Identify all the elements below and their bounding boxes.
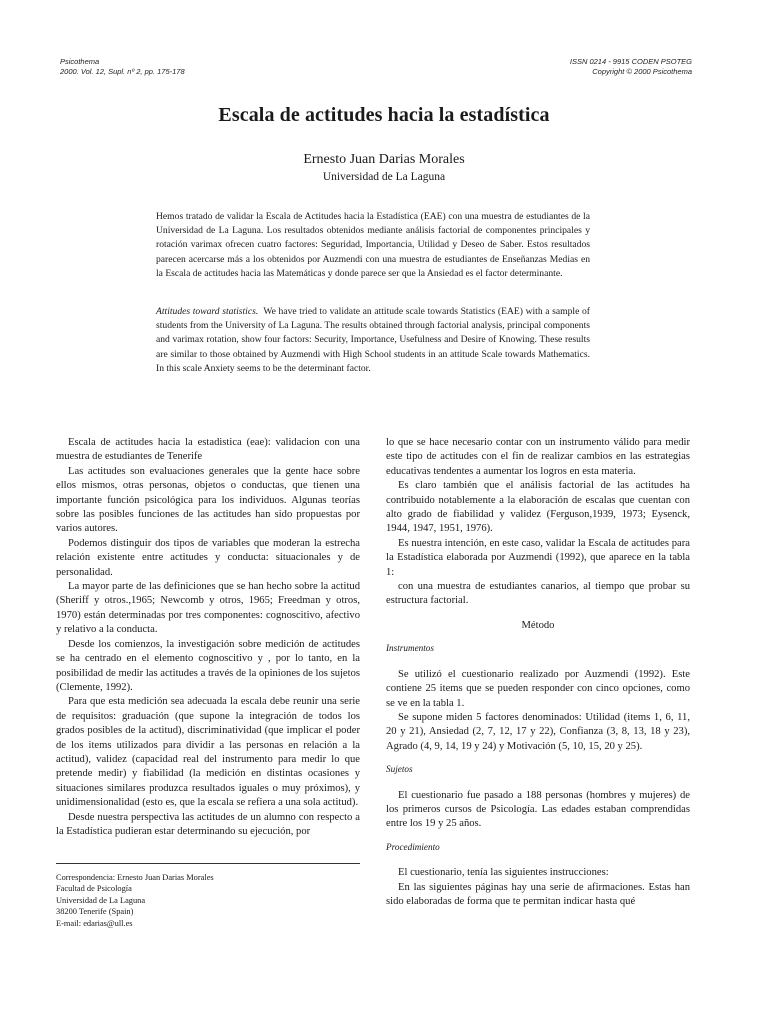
body-paragraph: En las siguientes páginas hay una serie de afirmaciones. Estas han sido elaboradas de forma que te permitan indicar hasta qué [386,881,690,907]
author-affiliation: Universidad de La Laguna [322,171,446,183]
subjects-heading: Sujetos [386,764,413,775]
correspondence-email: E-mail: edarias@ull.es [56,918,133,928]
body-paragraph: Es nuestra intención, en este caso, validar la Escala de actitudes para la Estadística elaborada por Auzmendi (1992), que aparece en la tabla 1: [386,537,690,578]
correspondence-line: Facultad de Psicología [56,884,132,894]
body-paragraph: El cuestionario fue pasado a 188 personas (hombres y mujeres) de los primeros cursos de Psicología. Las edades estaban comprendidas entre los 19 y 25 años. [386,789,690,830]
body-paragraph: lo que se hace necesario contar con un instrumento válido para medir este tipo de actitudes con el fin de realizar cambios en las estrategias educativas tendentes a aumentar los logros en esta materia. [386,437,690,477]
footnote-divider [56,863,360,864]
body-paragraph: Se supone miden 5 factores denominados: Utilidad (items 1, 6, 11, 20 y 21), Ansiedad (2, 7, 12, 17 y 22), Confianza (3, 8, 13, 18 y 23), Agrado (4, 9, 14, 19 y 24) y Motivación (5, 10, 15, 20 y 25). [386,711,690,752]
abstract-english-body: We have tried to validate an attitude scale towards Statistics (EAE) with a sample of students from the University of La Laguna. The results obtained through factorial analysis, principal components and varimax rotation, show four factors: Security, Importance, Usefulness and Desire of Knowing. These results are similar to those obtained by Auzmendi with High School students in an attitude Scale towards Mathematics. In this scale Anxiety seems to be the determinant factor. [156,306,590,374]
body-paragraph: El cuestionario, tenía las siguientes instrucciones: [398,867,609,879]
body-paragraph: Se utilizó el cuestionario realizado por Auzmendi (1992). Este contiene 25 items que se pueden responder con cinco opciones, como se ve en la tabla 1. [386,668,690,709]
body-right-column [386,436,690,909]
abstract-english [156,305,590,376]
body-left-column [56,436,360,839]
body-paragraph: Desde nuestra perspectiva las actitudes de un alumno con respecto a la Estadística pudieran estar determinando su ejecución, por [56,811,360,837]
correspondence-footnote [56,872,214,929]
article-title: Escala de actitudes hacia la estadística [218,104,550,126]
method-heading: Método [521,619,555,631]
journal-name: Psicothema [60,57,100,66]
body-paragraph: Escala de actitudes hacia la estadistica (eae): validacion con una muestra de estudiantes de Tenerife [56,437,360,463]
correspondence-line: Universidad de La Laguna [56,895,146,905]
body-paragraph: Para que esta medición sea adecuada la escala debe reunir una serie de requisitos: graduación (que supone la integración de todos los grados posibles de la actitud), discriminatividad (que implicar el poder de los items utilizados para dividir a las personas en relación a la actitud), validez (capacidad real del instrumento para medir lo que pretende medir) y fiabilidad (la medición en distintas ocasiones y situaciones similares produzca resultados iguales o muy próximos), y unidimensionalidad (esto es, que la escala se refiera a una sola actitud). [56,696,360,809]
body-paragraph: La mayor parte de las definiciones que se han hecho sobre la actitud (Sheriff y otros.,1965; Newcomb y otros, 1965; Freedman y otros, 1970) están determinadas por tres componentes: cognoscitivo, afectivo y relativo a la conducta. [56,581,360,636]
procedure-heading: Procedimiento [386,841,440,852]
author-name: Ernesto Juan Darias Morales [303,152,465,167]
journal-header-left [60,57,185,77]
body-paragraph: Es claro también que el análisis factorial de las actitudes ha contribuido notablemente a la elaboración de escalas que cuentan con alto grado de fiabilidad y validez (Ferguson,1939, 1973; Eysenck, 1944, 1947, 1951, 1976). [386,480,690,535]
correspondence-line: Correspondencia: Ernesto Juan Darias Morales [56,873,214,882]
instruments-heading: Instrumentos [386,643,434,654]
body-paragraph: Las actitudes son evaluaciones generales que la gente hace sobre ellos mismos, otras personas, objetos o conductas, que tienen una importante función psicológica para los individuos. Algunas teorías sobre las posibles funciones de las actitudes han sido propuestas por varios autores. [56,465,360,535]
correspondence-line: 38200 Tenerife (Spain) [56,907,134,917]
journal-header-right [570,57,692,77]
issn-line: ISSN 0214 - 9915 CODEN PSOTEG [569,57,692,66]
abstract-english-heading: Attitudes toward statistics. [156,306,259,317]
copyright-line: Copyright © 2000 Psicothema [592,67,692,76]
body-paragraph: con una muestra de estudiantes canarios, al tiempo que probar su estructura factorial. [386,581,690,607]
journal-citation: 2000. Vol. 12, Supl. nº 2, pp. 175-178 [60,67,185,76]
body-paragraph: Podemos distinguir dos tipos de variables que moderan la estrecha relación existente entre actitudes y conducta: situacionales y de personalidad. [56,537,360,578]
body-paragraph: Desde los comienzos, la investigación sobre medición de actitudes se ha centrado en el elemento cognoscitivo y , por lo tanto, en la posibilidad de medir las actitudes a través de la opiniones de los sujetos (Clemente, 1992). [56,638,360,693]
abstract-spanish: Hemos tratado de validar la Escala de Actitudes hacia la Estadística (EAE) con una muestra de estudiantes de la Universidad de La Laguna. Los resultados obtenidos mediante análisis factorial de componentes principales y rotación varimax ofrecen cuatro factores: Seguridad, Importancia, Utilidad y Deseo de Saber. Estos resultados parecen acercarse más a los obtenidos por Auzmendi con una muestra de estudiantes de Enseñanzas Medias en la Escala de actitudes hacia las Matemáticas y donde parece ser que la Ansiedad es el factor determinante. [156,211,590,279]
